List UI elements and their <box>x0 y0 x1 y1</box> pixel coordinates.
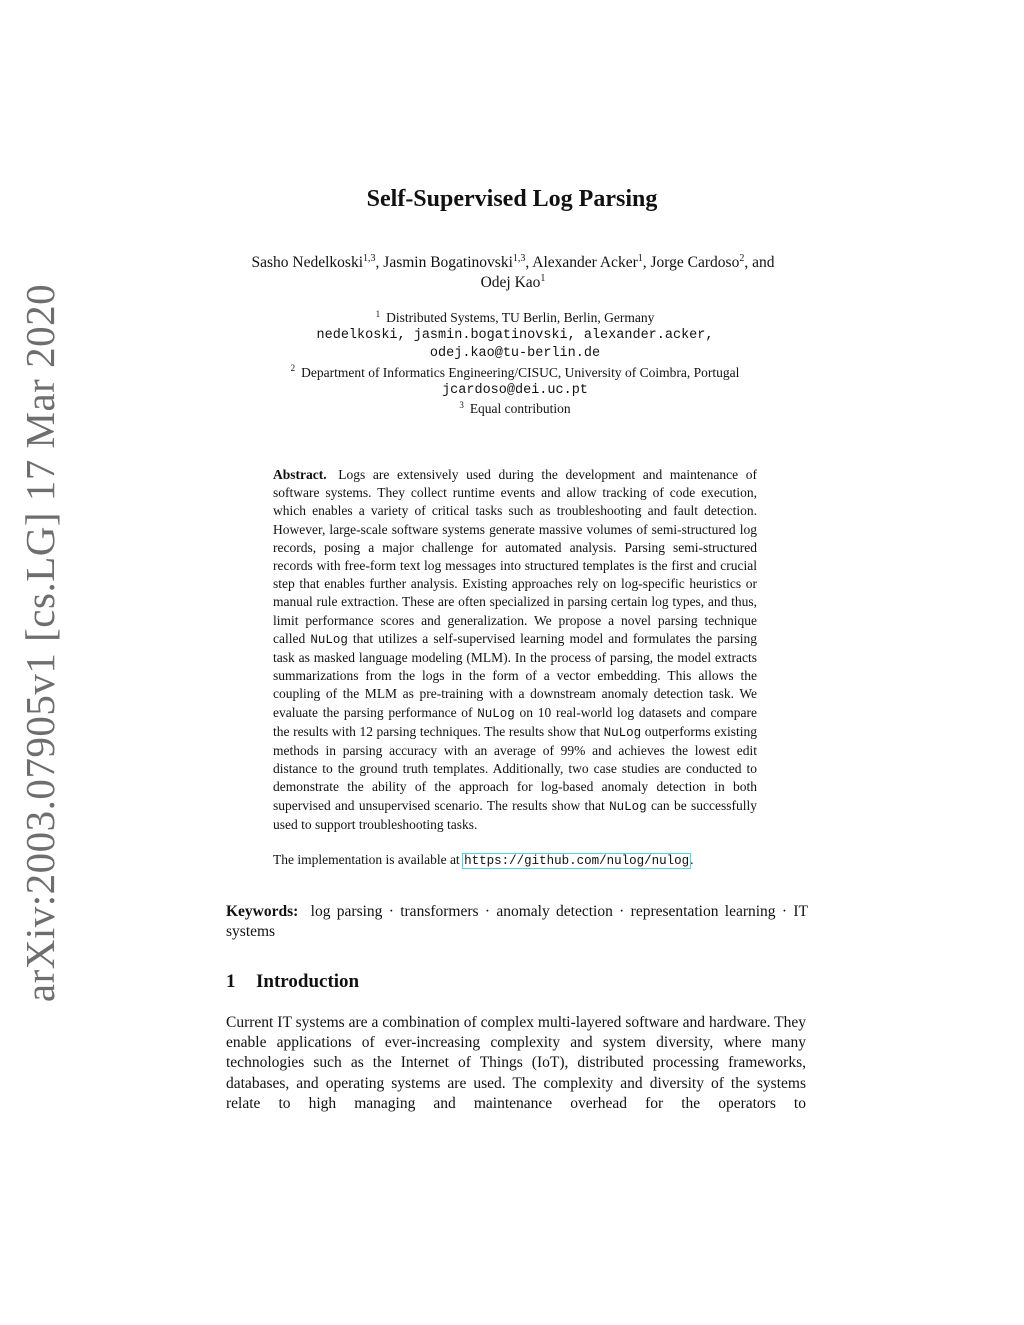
affiliation-3: $^3$ Equal contribution <box>459 399 571 417</box>
code-term: NuLog <box>477 706 515 721</box>
author-affil-mark: 1 <box>637 252 643 264</box>
github-link[interactable]: https://github.com/nulog/nulog <box>464 854 690 868</box>
code-term: NuLog <box>310 632 348 647</box>
author-name: Jorge Cardoso <box>650 254 740 271</box>
author-name: Sasho Nedelkoski <box>251 254 364 271</box>
author-affil-mark: 1 <box>540 272 546 284</box>
affiliation-1-emails-cont: odej.kao@tu-berlin.de <box>429 346 601 362</box>
paper-title: Self-Supervised Log Parsing <box>366 186 658 212</box>
code-term: NuLog <box>609 799 647 814</box>
keywords <box>226 902 808 942</box>
arxiv-watermark <box>0 283 80 1002</box>
affiliation-2-email: jcardoso@dei.uc.pt <box>442 382 588 398</box>
code-term: NuLog <box>603 725 642 740</box>
author-affil-mark: 2 <box>739 252 745 264</box>
section-title: Introduction <box>256 971 360 992</box>
implementation-note: The implementation is available at https://github.com/nulog/nulog. <box>273 852 694 868</box>
intro-paragraph: Current IT systems are a combination of complex multi-layered software and hardware. They enable applications of ever-increasing complexity and system diversity, where many technologies such as the Internet of Things (IoT), distributed processing frameworks, databases, and operating systems are used. The complexity and diversity of the systems relate to high managing and maintenance overhead for the operators to <box>226 1014 806 1112</box>
affiliation-2: $^2$ Department of Informatics Engineering/CISUC, University of Coimbra, Portugal <box>290 363 740 380</box>
author-list: Sasho Nedelkoski$^{1,3}$, Jasmin Bogatinovski$^{1,3}$, Alexander Acker$^1$, Jorge Cardoso$^2$, and Odej Kao$^1$ <box>251 252 775 291</box>
keywords-text: log parsing · transformers · anomaly detection · representation learning · IT systems <box>226 903 808 940</box>
affiliation-1-emails: nedelkoski, jasmin.bogatinovski, alexander.acker, <box>316 328 714 344</box>
affiliation-1: $^1$ Distributed Systems, TU Berlin, Berlin, Germany <box>375 308 655 325</box>
arxiv-identifier: arXiv:2003.07905v1 [cs.LG] 17 Mar 2020 <box>17 283 64 1002</box>
author-name: Jasmin Bogatinovski <box>383 254 513 271</box>
author-name: Alexander Acker <box>532 254 638 271</box>
keywords-label: Keywords: <box>226 903 299 920</box>
section-number: 1 <box>226 971 236 992</box>
affiliations <box>160 309 870 418</box>
author-affil-mark: 1,3 <box>512 252 526 264</box>
author-affil-mark: 1,3 <box>363 252 376 264</box>
abstract: Abstract. Logs are extensively used during the development and maintenance of software systems. They collect runtime events and allow tracking of code execution, which enables a variety of critical tasks such as troubleshooting and fault detection. However, large-scale software systems generate massive volumes of semi-structured log records, posing a major challenge for automated analysis. Parsing semi-structured records with free-form text log messages into structured templates is the first and crucial step that enables further analysis. Existing approaches rely on log-specific heuristics or manual rule extraction. These are often specialized in parsing certain log types, and thus, limit performance scores and generalization. We propose a novel parsing technique called NuLog that utilizes a self-supervised learning model and formulates the parsing task as masked language modeling (MLM). In the process of parsing, the model extracts summarizations from the logs in the form of a vector embedding. This allows the coupling of the MLM as pre-training with a downstream anomaly detection task. We evaluate the parsing performance of NuLog on 10 real-world log datasets and compare the results with 12 parsing techniques. The results show that NuLog outperforms existing methods in parsing accuracy with an average of 99% and achieves the lowest edit distance to the ground truth templates. Additionally, two case studies are conducted to demonstrate the ability of the approach for log-based anomaly detection in both supervised and unsupervised scenario. The results show that NuLog can be successfully used to support troubleshooting tasks. <box>273 467 758 832</box>
abstract-label: Abstract. <box>273 467 327 482</box>
section-heading <box>226 971 359 993</box>
author-name: Odej Kao <box>480 274 541 291</box>
